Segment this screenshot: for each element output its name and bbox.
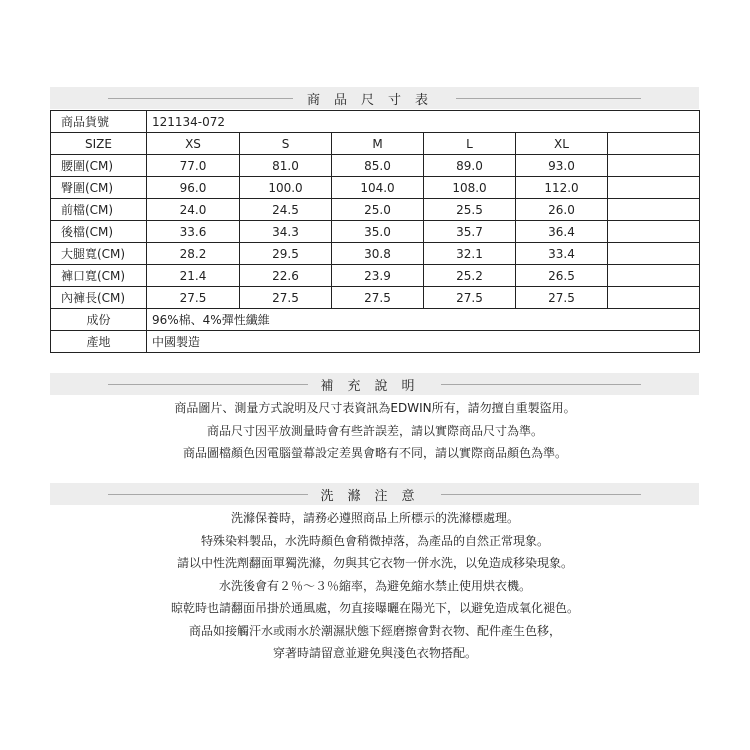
measure-value: 21.4 [147, 265, 240, 287]
material-value: 96%棉、4%彈性纖維 [147, 309, 700, 331]
measure-value: 36.4 [516, 221, 608, 243]
measure-value: 27.5 [147, 287, 240, 309]
size-header-row [51, 133, 700, 155]
measure-value: 34.3 [240, 221, 332, 243]
measure-value: 27.5 [332, 287, 424, 309]
empty-cell [608, 155, 700, 177]
size-table-title: 商品尺寸表 [295, 89, 454, 108]
measure-label: 腰圍(CM) [51, 155, 147, 177]
measure-label: 後檔(CM) [51, 221, 147, 243]
measure-label: 褲口寬(CM) [51, 265, 147, 287]
empty-cell [608, 133, 700, 155]
washing-line: 穿著時請留意並避免與淺色衣物搭配。 [272, 646, 477, 660]
measure-value: 28.2 [147, 243, 240, 265]
supplement-title: 補充說明 [308, 375, 440, 394]
measure-label: 臀圍(CM) [51, 177, 147, 199]
measure-value: 26.0 [516, 199, 608, 221]
measure-value: 81.0 [240, 155, 332, 177]
supplement-line: 商品圖檔顏色因電腦螢幕設定差異會略有不同，請以實際商品顏色為準。 [182, 446, 567, 460]
measure-value: 25.0 [332, 199, 424, 221]
empty-cell [608, 265, 700, 287]
supplement-notes [0, 397, 750, 465]
measure-value: 96.0 [147, 177, 240, 199]
material-row [51, 309, 700, 331]
divider-line [441, 384, 641, 385]
origin-value: 中國製造 [147, 331, 700, 353]
divider-line [108, 98, 293, 99]
measure-value: 27.5 [240, 287, 332, 309]
supplement-line: 商品尺寸因平放測量時會有些許誤差，請以實際商品尺寸為準。 [206, 423, 543, 438]
empty-cell [608, 177, 700, 199]
measure-value: 85.0 [332, 155, 424, 177]
washing-line: 請以中性洗劑翻面單獨洗滌，勿與其它衣物一併水洗，以免造成移染現象。 [176, 556, 573, 570]
size-header-label: SIZE [51, 133, 147, 155]
measure-value: 25.5 [424, 199, 516, 221]
size-header-cell: L [424, 133, 516, 155]
size-header-cell: XS [147, 133, 240, 155]
empty-cell [608, 199, 700, 221]
divider-line [108, 494, 308, 495]
size-header-cell: XL [516, 133, 608, 155]
size-table [50, 110, 700, 353]
measure-value: 29.5 [240, 243, 332, 265]
measure-value: 23.9 [332, 265, 424, 287]
measure-value: 108.0 [424, 177, 516, 199]
measure-row [51, 155, 700, 177]
washing-notes [0, 507, 750, 665]
empty-cell [608, 243, 700, 265]
product-code-label: 商品貨號 [51, 111, 147, 133]
origin-row [51, 331, 700, 353]
product-code-value: 121134-072 [147, 111, 700, 133]
product-code-row [51, 111, 700, 133]
measure-value: 26.5 [516, 265, 608, 287]
measure-value: 89.0 [424, 155, 516, 177]
measure-value: 93.0 [516, 155, 608, 177]
empty-cell [608, 221, 700, 243]
washing-title: 洗滌注意 [308, 485, 440, 504]
measure-row [51, 177, 700, 199]
measure-value: 33.4 [516, 243, 608, 265]
washing-line: 晾乾時也請翻面吊掛於通風處，勿直接曝曬在陽光下，以避免造成氧化褪色。 [170, 601, 579, 615]
measure-value: 32.1 [424, 243, 516, 265]
measure-row [51, 221, 700, 243]
measure-value: 33.6 [147, 221, 240, 243]
supplement-line: 商品圖片、測量方式說明及尺寸表資訊為EDWIN所有，請勿擅自重製盜用。 [174, 401, 576, 415]
divider-line [441, 494, 641, 495]
divider-line [456, 98, 641, 99]
measure-label: 內褲長(CM) [51, 287, 147, 309]
measure-value: 24.5 [240, 199, 332, 221]
measure-value: 35.0 [332, 221, 424, 243]
origin-label: 產地 [51, 331, 147, 353]
supplement-header [50, 373, 699, 395]
material-label: 成份 [51, 309, 147, 331]
washing-line: 洗滌保養時，請務必遵照商品上所標示的洗滌標處理。 [230, 511, 519, 525]
washing-line: 特殊染料製品，水洗時顏色會稍微掉落，為產品的自然正常現象。 [200, 533, 549, 548]
measure-row [51, 287, 700, 309]
measure-value: 24.0 [147, 199, 240, 221]
measure-row [51, 243, 700, 265]
measure-value: 30.8 [332, 243, 424, 265]
measure-label: 大腿寬(CM) [51, 243, 147, 265]
measure-value: 100.0 [240, 177, 332, 199]
measure-value: 104.0 [332, 177, 424, 199]
measure-label: 前檔(CM) [51, 199, 147, 221]
measure-value: 25.2 [424, 265, 516, 287]
size-header-cell: M [332, 133, 424, 155]
divider-line [108, 384, 308, 385]
washing-header [50, 483, 699, 505]
size-table-header [50, 87, 699, 109]
measure-value: 77.0 [147, 155, 240, 177]
measure-value: 112.0 [516, 177, 608, 199]
measure-value: 27.5 [516, 287, 608, 309]
size-header-cell: S [240, 133, 332, 155]
measure-value: 22.6 [240, 265, 332, 287]
washing-line: 商品如接觸汗水或雨水於潮濕狀態下經磨擦會對衣物、配件產生色移， [188, 623, 561, 638]
measure-value: 27.5 [424, 287, 516, 309]
washing-line: 水洗後會有２％～３％縮率，為避免縮水禁止使用烘衣機。 [218, 578, 531, 593]
empty-cell [608, 287, 700, 309]
measure-row [51, 199, 700, 221]
measure-row [51, 265, 700, 287]
measure-value: 35.7 [424, 221, 516, 243]
